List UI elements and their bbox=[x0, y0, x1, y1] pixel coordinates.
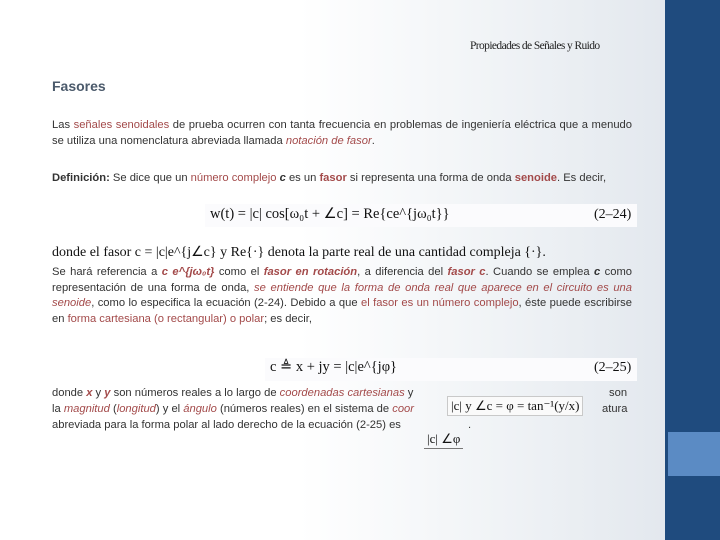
overlay-equation-magnitude-angle: |c| y ∠c = φ = tan⁻¹(y/x) bbox=[447, 396, 583, 416]
highlight-term: coordenadas cartesianas bbox=[279, 387, 405, 399]
coordinates-line-1-end: son bbox=[609, 387, 628, 399]
highlight-term: magnitud bbox=[63, 403, 110, 415]
text: Se dice que un bbox=[109, 172, 191, 184]
highlight-term: fasor bbox=[319, 172, 347, 184]
equation-2-25: c ≜ x + jy = |c|e^{jφ} bbox=[270, 359, 398, 375]
text: , éste puede escribirse en bbox=[52, 297, 632, 325]
text: donde bbox=[52, 387, 87, 399]
text: ) y el bbox=[155, 403, 184, 415]
highlight-term: coor bbox=[392, 403, 414, 415]
text: y bbox=[404, 387, 414, 399]
coordinates-line-3-end: . bbox=[468, 419, 472, 431]
highlight-term: fasor c bbox=[447, 266, 486, 278]
text: ; es decir, bbox=[264, 312, 312, 325]
text: ( bbox=[109, 403, 117, 415]
intro-paragraph bbox=[52, 118, 632, 149]
slide-header-title: Propiedades de Señales y Ruido bbox=[470, 40, 600, 52]
definition-label: Definición: bbox=[52, 172, 110, 184]
highlight-term: c e^{jω₀t} bbox=[161, 266, 215, 278]
highlight-term: notación de fasor bbox=[285, 134, 372, 147]
text: es un bbox=[285, 172, 320, 184]
text: . bbox=[371, 134, 375, 147]
highlight-term: senoide bbox=[514, 172, 557, 184]
text: Las bbox=[52, 119, 74, 131]
text: . Cuando se emplea bbox=[485, 266, 594, 278]
coordinates-line-1 bbox=[52, 386, 472, 402]
overlay-equation-polar: |c| ∠φ bbox=[424, 430, 463, 449]
variable: c bbox=[279, 172, 286, 184]
text: y bbox=[92, 387, 105, 399]
equation-number: (2–24) bbox=[594, 207, 632, 222]
coordinates-line-2 bbox=[52, 402, 452, 418]
text: si representa una forma de onda bbox=[346, 172, 515, 184]
text: , como lo especifica la ecuación (2-24). Debido a que bbox=[91, 297, 361, 309]
text: son números reales a lo largo de bbox=[110, 387, 280, 399]
highlight-term: el fasor es un número complejo bbox=[360, 297, 519, 309]
equation-2-24: w(t) = |c| cos[ω₀t + ∠c] = Re{ce^{jω₀t}} bbox=[210, 206, 450, 222]
section-title: Fasores bbox=[52, 78, 106, 94]
coordinates-line-2-end: atura bbox=[602, 403, 628, 415]
highlight-term: longitud bbox=[116, 403, 156, 415]
variable: c bbox=[594, 266, 601, 278]
rotating-phasor-paragraph bbox=[52, 265, 632, 327]
right-accent-block bbox=[668, 432, 720, 476]
text: la bbox=[52, 403, 64, 415]
equation-number: (2–25) bbox=[594, 360, 632, 375]
phasor-definition-line: donde el fasor c = |c|e^{j∠c} y Re{·} denota la parte real de una cantidad compleja {·}. bbox=[52, 245, 546, 260]
highlight-term: señales senoidales bbox=[73, 119, 170, 131]
highlight-term: se entiende que la forma de onda real que aparece en el circuito es una senoide bbox=[52, 281, 632, 309]
text: Se hará referencia a bbox=[52, 266, 162, 278]
text: de prueba ocurren con tanta frecuencia en problemas de ingeniería eléctrica que a menudo se utiliza una nomenclatura abreviada llamada bbox=[52, 119, 632, 147]
coordinates-line-3: abreviada para la forma polar al lado derecho de la ecuación (2-25) es bbox=[52, 419, 401, 431]
highlight-term: número complejo bbox=[190, 172, 277, 184]
text: como el bbox=[214, 266, 264, 278]
highlight-term: ángulo bbox=[183, 403, 217, 415]
text: , a diferencia del bbox=[357, 266, 448, 278]
highlight-term: fasor en rotación bbox=[263, 266, 358, 278]
variable: y bbox=[104, 387, 111, 399]
highlight-term: forma cartesiana (o rectangular) o polar bbox=[67, 312, 265, 325]
definition-paragraph bbox=[52, 171, 632, 187]
text: . Es decir, bbox=[557, 172, 607, 184]
text: como representación de una forma de onda, bbox=[52, 266, 633, 294]
variable: x bbox=[86, 387, 93, 399]
text: (números reales) en el sistema de bbox=[216, 403, 393, 415]
